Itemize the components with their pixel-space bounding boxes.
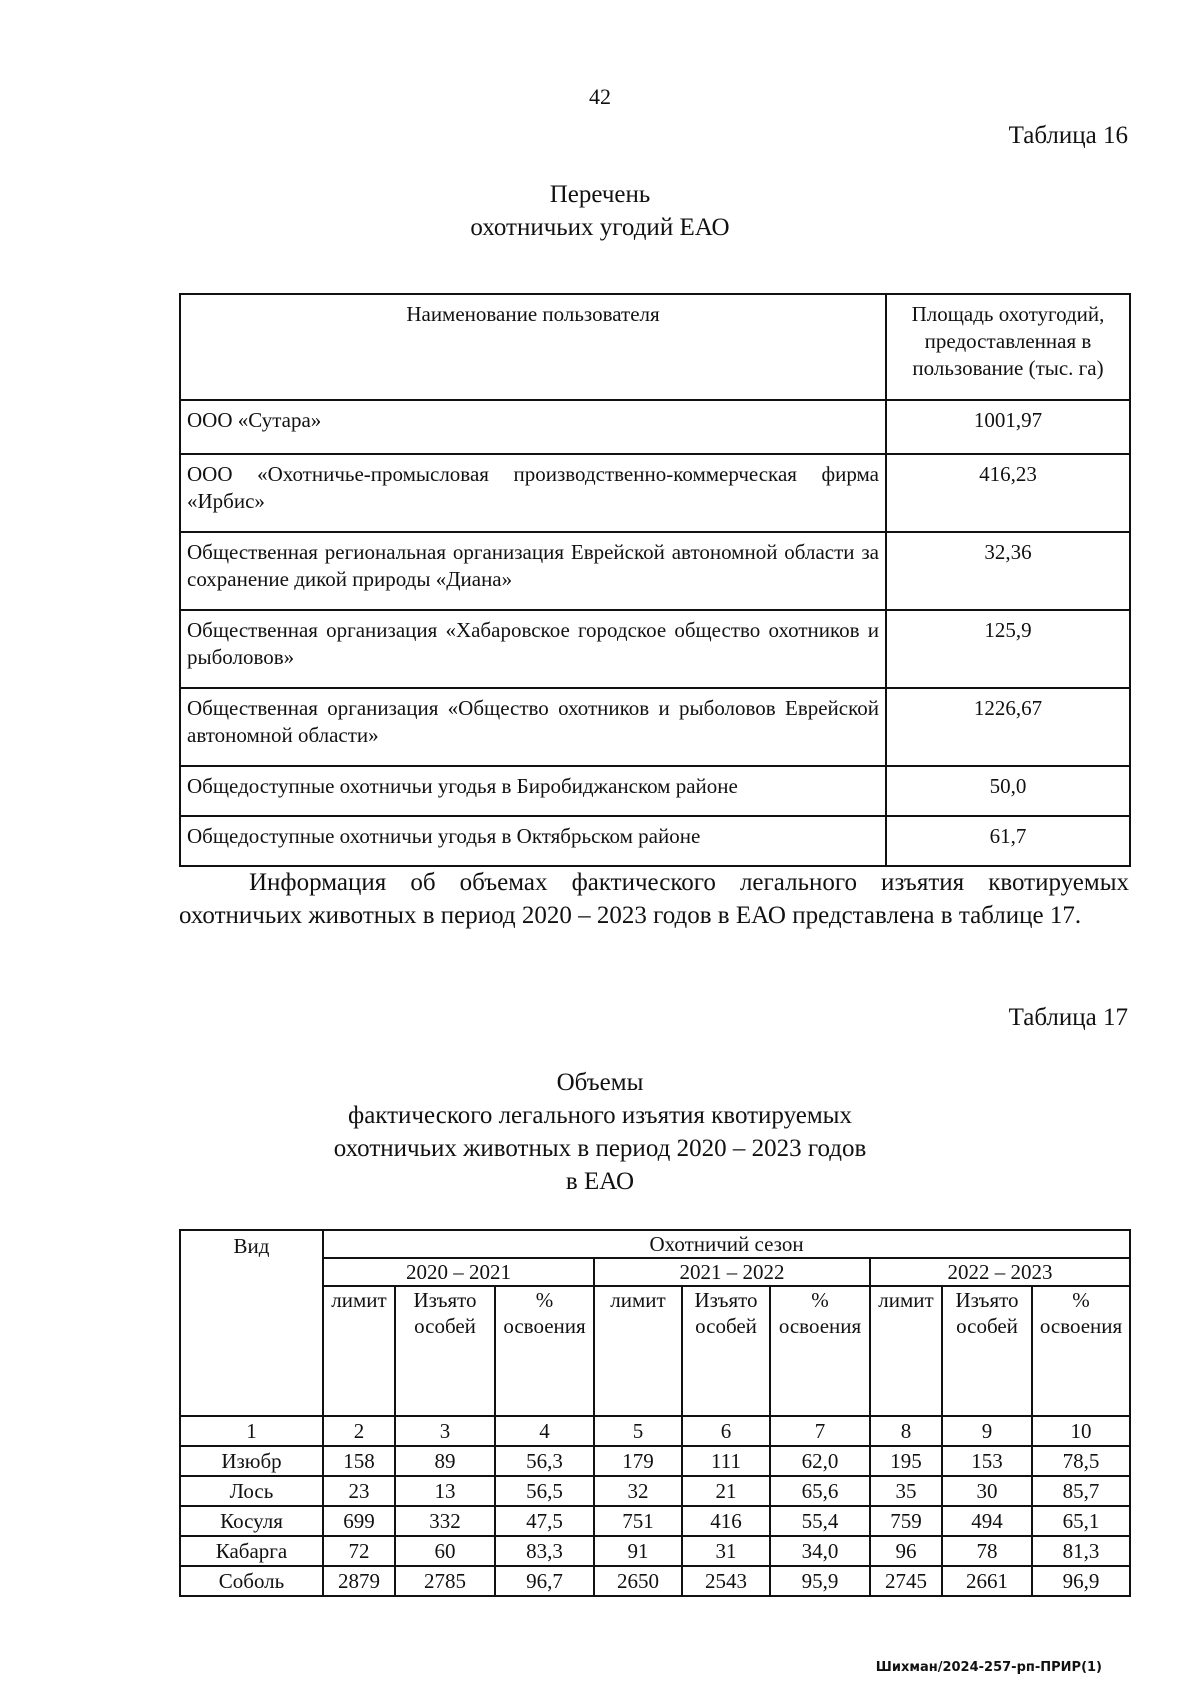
value-cell: 179	[594, 1446, 682, 1476]
value-cell: 32	[594, 1476, 682, 1506]
value-cell: 65,6	[770, 1476, 870, 1506]
value-cell: 55,4	[770, 1506, 870, 1536]
value-cell: 62,0	[770, 1446, 870, 1476]
body-paragraph	[179, 866, 1129, 932]
value-cell: 759	[870, 1506, 942, 1536]
table-row	[180, 816, 1130, 866]
value-cell: 153	[942, 1446, 1032, 1476]
header-percent-line: освоения	[503, 1314, 586, 1338]
user-name-cell: Общественная организация «Хабаровское городское общество охотников и рыболовов»	[180, 610, 886, 688]
header-row-subcolumns	[180, 1286, 1130, 1416]
column-number: 9	[942, 1416, 1032, 1446]
header-hunting-season: Охотничий сезон	[323, 1230, 1130, 1258]
header-taken	[395, 1286, 495, 1416]
user-name-cell: Общественная организация «Общество охотников и рыболовов Еврейской автономной области»	[180, 688, 886, 766]
table-row	[180, 454, 1130, 532]
column-number: 5	[594, 1416, 682, 1446]
value-cell: 78,5	[1032, 1446, 1130, 1476]
paragraph-text: Информация об объемах фактического легального изъятия квотируемых охотничьих животных в период 2020 – 2023 годов в ЕАО представлена в таблице 17.	[179, 869, 1129, 929]
value-cell: 158	[323, 1446, 395, 1476]
value-cell: 78	[942, 1536, 1032, 1566]
value-cell: 34,0	[770, 1536, 870, 1566]
header-taken	[682, 1286, 770, 1416]
table-row	[180, 766, 1130, 816]
table-row	[180, 1506, 1130, 1536]
column-number: 6	[682, 1416, 770, 1446]
value-cell: 2785	[395, 1566, 495, 1596]
user-name-cell: Общедоступные охотничьи угодья в Биробиджанском районе	[180, 766, 886, 816]
value-cell: 195	[870, 1446, 942, 1476]
header-area: Площадь охотугодий, предоставленная в пользование (тыс. га)	[886, 294, 1130, 400]
value-cell: 31	[682, 1536, 770, 1566]
header-limit: лимит	[323, 1286, 395, 1416]
value-cell: 2543	[682, 1566, 770, 1596]
species-cell: Лось	[180, 1476, 323, 1506]
area-cell: 32,36	[886, 532, 1130, 610]
header-percent-line: освоения	[1039, 1314, 1123, 1338]
table-17-title-line: охотничьих животных в период 2020 – 2023 годов	[333, 1135, 867, 1162]
value-cell: 95,9	[770, 1566, 870, 1596]
value-cell: 96	[870, 1536, 942, 1566]
column-number: 7	[770, 1416, 870, 1446]
header-limit: лимит	[594, 1286, 682, 1416]
header-taken-line: особей	[956, 1314, 1018, 1338]
header-row-season	[180, 1230, 1130, 1258]
table-17-label: Таблица 17	[1008, 1004, 1128, 1031]
header-percent-line: освоения	[778, 1314, 862, 1338]
value-cell: 81,3	[1032, 1536, 1130, 1566]
species-cell: Косуля	[180, 1506, 323, 1536]
area-cell: 125,9	[886, 610, 1130, 688]
header-percent-line: %	[535, 1288, 554, 1312]
value-cell: 751	[594, 1506, 682, 1536]
header-period: 2022 – 2023	[870, 1258, 1130, 1286]
header-limit: лимит	[870, 1286, 942, 1416]
value-cell: 332	[395, 1506, 495, 1536]
table-row	[180, 1446, 1130, 1476]
value-cell: 699	[323, 1506, 395, 1536]
area-cell: 61,7	[886, 816, 1130, 866]
table-16-label: Таблица 16	[1008, 122, 1128, 149]
header-species: Вид	[180, 1230, 323, 1416]
column-number: 4	[495, 1416, 594, 1446]
table-17-title-line: Объемы	[556, 1069, 644, 1096]
area-cell: 1226,67	[886, 688, 1130, 766]
value-cell: 2661	[942, 1566, 1032, 1596]
column-number: 8	[870, 1416, 942, 1446]
value-cell: 72	[323, 1536, 395, 1566]
value-cell: 60	[395, 1536, 495, 1566]
header-taken-line: Изъято	[413, 1288, 477, 1312]
user-name-cell: Общественная региональная организация Еврейской автономной области за сохранение дикой природы «Диана»	[180, 532, 886, 610]
header-percent	[1032, 1286, 1130, 1416]
value-cell: 47,5	[495, 1506, 594, 1536]
value-cell: 83,3	[495, 1536, 594, 1566]
value-cell: 56,3	[495, 1446, 594, 1476]
table-row	[180, 1566, 1130, 1596]
table-17-title-line: в ЕАО	[565, 1168, 635, 1195]
table-row	[180, 1476, 1130, 1506]
value-cell: 21	[682, 1476, 770, 1506]
value-cell: 416	[682, 1506, 770, 1536]
user-name-cell: Общедоступные охотничьи угодья в Октябрьском районе	[180, 816, 886, 866]
hunting-grounds-table	[179, 293, 1131, 867]
value-cell: 85,7	[1032, 1476, 1130, 1506]
page-number: 42	[589, 84, 611, 109]
value-cell: 30	[942, 1476, 1032, 1506]
harvest-table-body	[180, 1416, 1130, 1596]
value-cell: 56,5	[495, 1476, 594, 1506]
value-cell: 23	[323, 1476, 395, 1506]
value-cell: 91	[594, 1536, 682, 1566]
value-cell: 65,1	[1032, 1506, 1130, 1536]
header-taken-line: особей	[414, 1314, 476, 1338]
header-row-periods	[180, 1258, 1130, 1286]
table-row	[180, 610, 1130, 688]
species-cell: Соболь	[180, 1566, 323, 1596]
header-percent	[495, 1286, 594, 1416]
column-number: 10	[1032, 1416, 1130, 1446]
table-row	[180, 1536, 1130, 1566]
value-cell: 111	[682, 1446, 770, 1476]
column-number: 1	[180, 1416, 323, 1446]
table-16-title	[0, 178, 1200, 244]
table-16-title-line: охотничьих угодий ЕАО	[470, 214, 730, 241]
area-cell: 1001,97	[886, 400, 1130, 454]
user-name-cell: ООО «Охотничье-промысловая производственно-коммерческая фирма «Ирбис»	[180, 454, 886, 532]
header-percent	[770, 1286, 870, 1416]
value-cell: 89	[395, 1446, 495, 1476]
species-cell: Кабарга	[180, 1536, 323, 1566]
value-cell: 13	[395, 1476, 495, 1506]
area-cell: 50,0	[886, 766, 1130, 816]
header-taken	[942, 1286, 1032, 1416]
table-row	[180, 688, 1130, 766]
header-user-name: Наименование пользователя	[180, 294, 886, 400]
column-number: 2	[323, 1416, 395, 1446]
column-number: 3	[395, 1416, 495, 1446]
value-cell: 494	[942, 1506, 1032, 1536]
header-percent-line: %	[811, 1288, 829, 1312]
species-cell: Изюбр	[180, 1446, 323, 1476]
header-period: 2020 – 2021	[323, 1258, 594, 1286]
table-17-title-line: фактического легального изъятия квотируемых	[348, 1102, 852, 1129]
column-number-row	[180, 1416, 1130, 1446]
value-cell: 35	[870, 1476, 942, 1506]
table-17-title	[0, 1066, 1200, 1198]
table-row	[180, 532, 1130, 610]
area-cell: 416,23	[886, 454, 1130, 532]
harvest-volumes-table	[179, 1229, 1131, 1597]
value-cell: 96,9	[1032, 1566, 1130, 1596]
value-cell: 2745	[870, 1566, 942, 1596]
value-cell: 2650	[594, 1566, 682, 1596]
value-cell: 2879	[323, 1566, 395, 1596]
header-period: 2021 – 2022	[594, 1258, 870, 1286]
table-header-row	[180, 294, 1130, 400]
table-16-title-line: Перечень	[549, 181, 651, 208]
header-taken-line: Изъято	[694, 1288, 758, 1312]
header-taken-line: особей	[695, 1314, 757, 1338]
table-row	[180, 400, 1130, 454]
value-cell: 96,7	[495, 1566, 594, 1596]
header-taken-line: Изъято	[955, 1288, 1019, 1312]
header-percent-line: %	[1072, 1288, 1090, 1312]
document-code: Шихман/2024-257-рп-ПРИР(1)	[875, 1660, 1102, 1675]
user-name-cell: ООО «Сутара»	[180, 400, 886, 454]
